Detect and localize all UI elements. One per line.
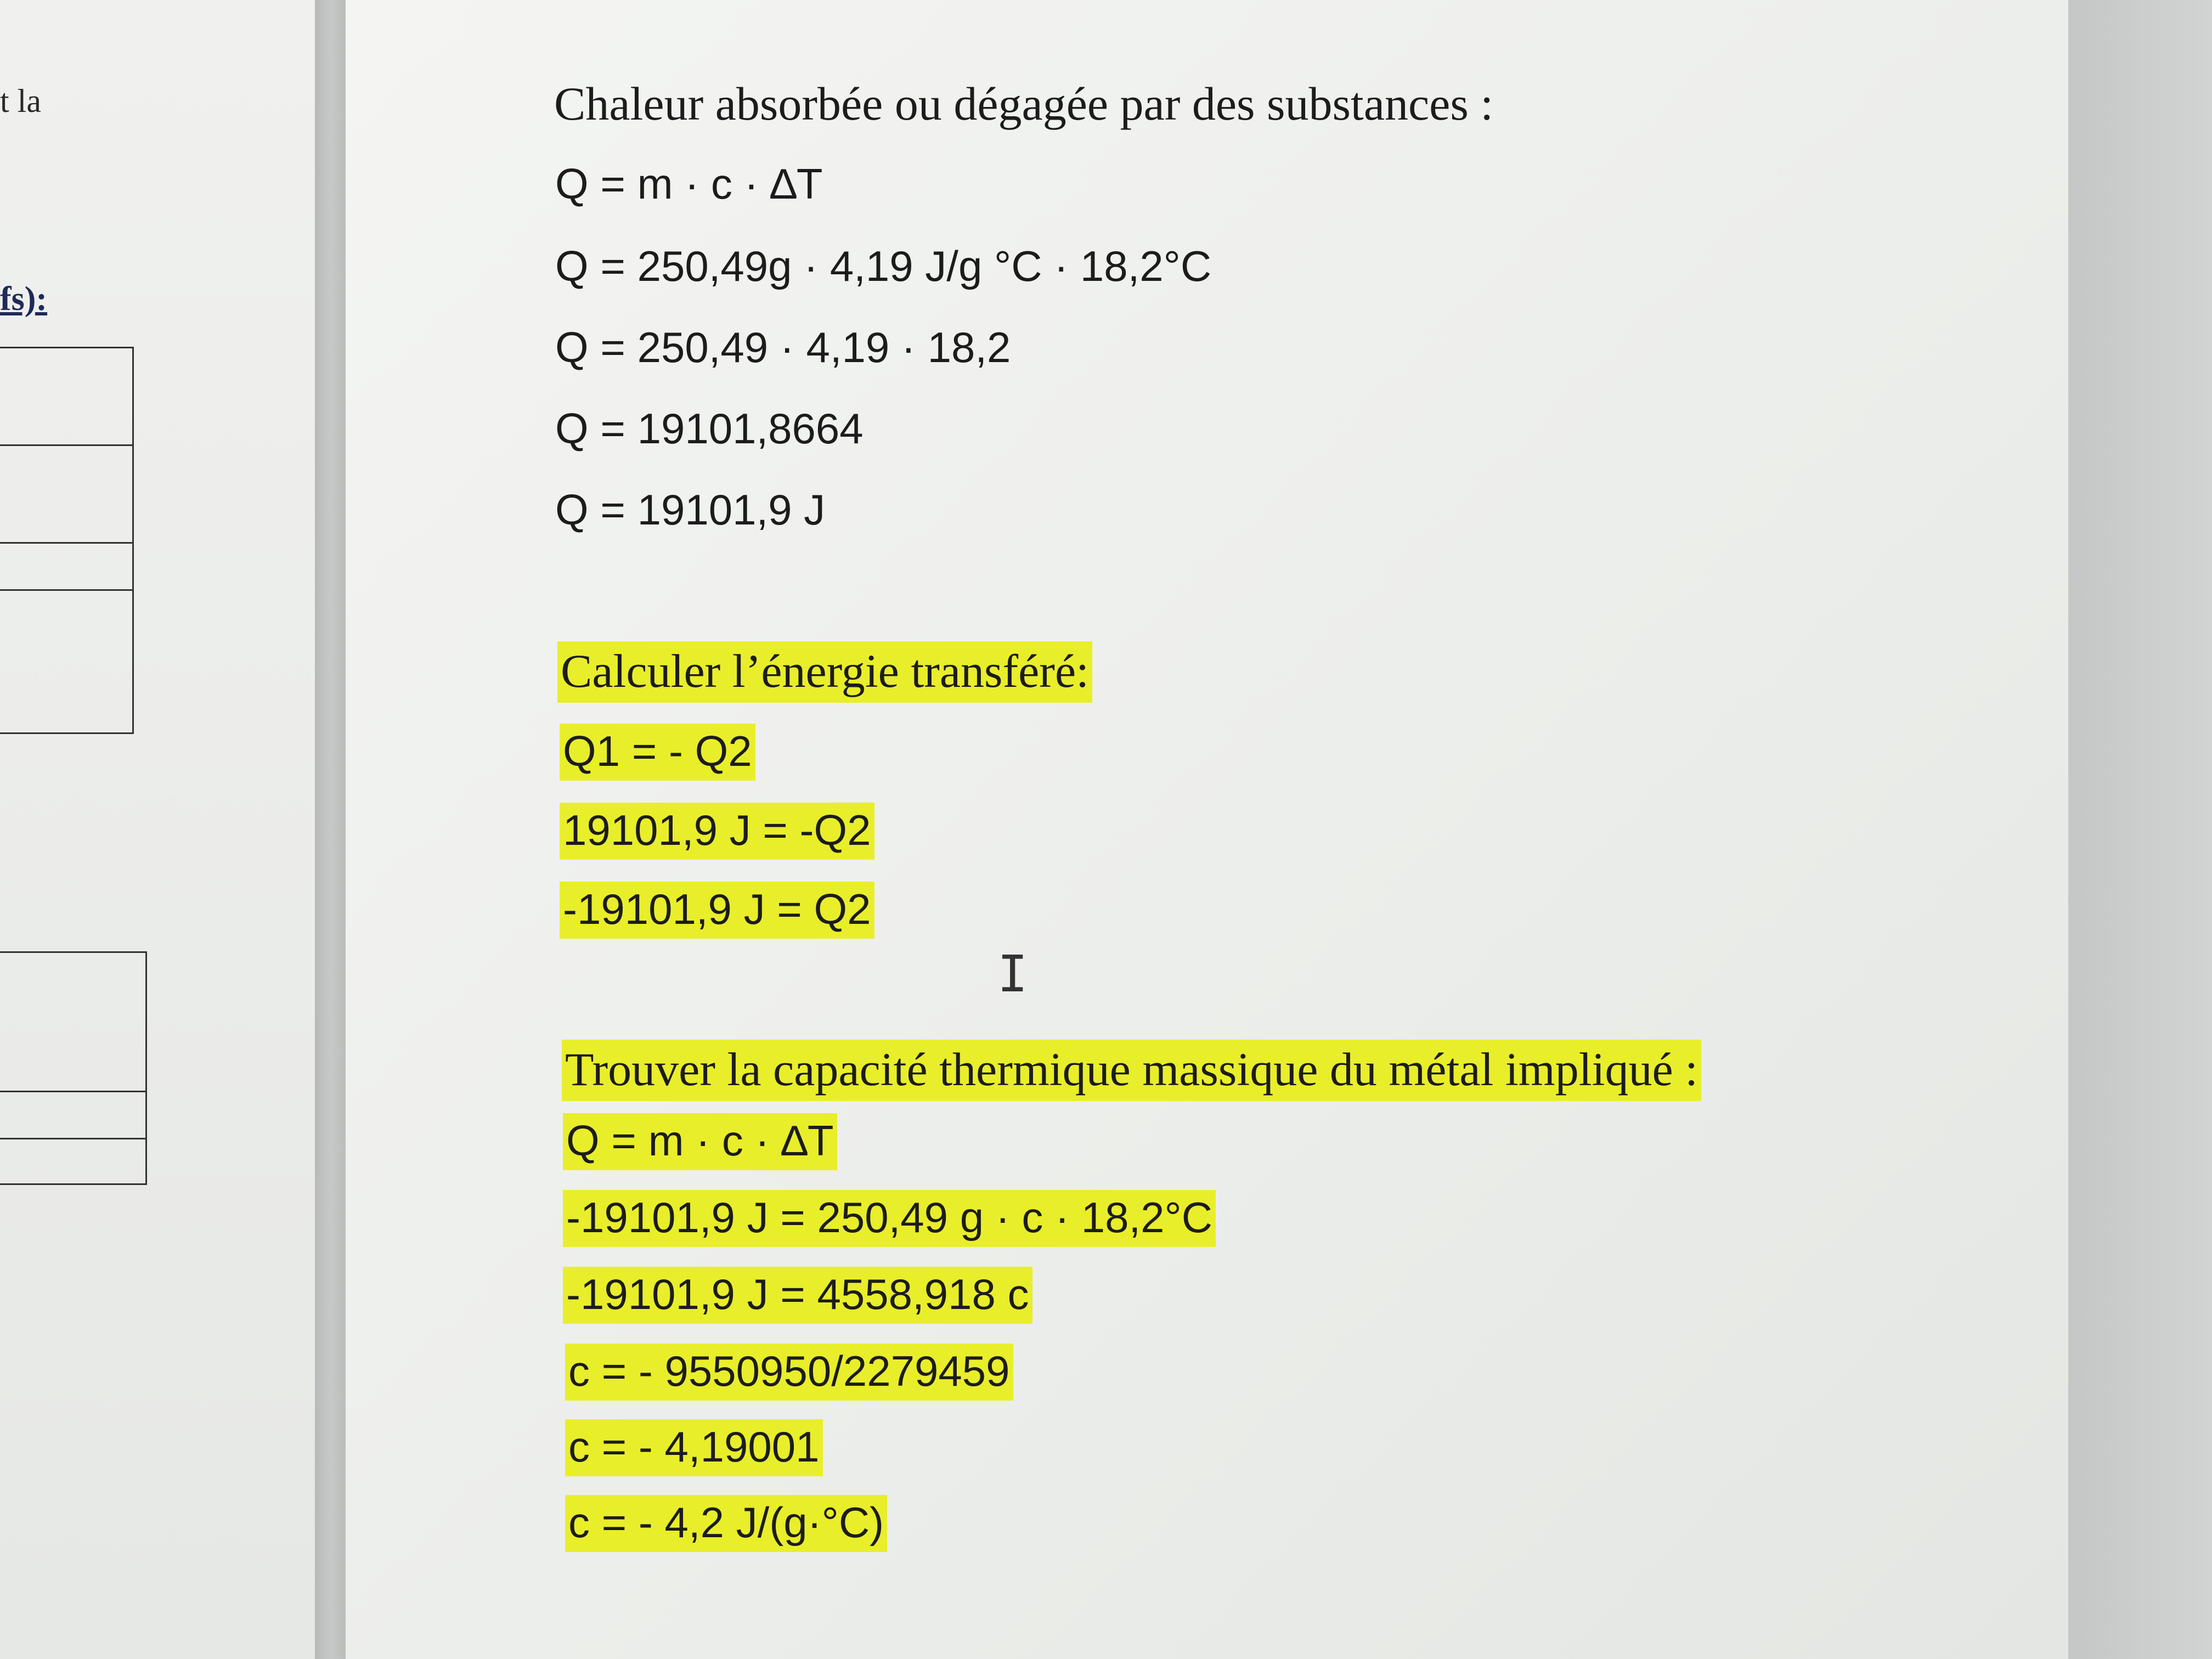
highlighted-text: Trouver la capacité thermique massique du métal impliqué : <box>562 1040 1701 1101</box>
left-heading-fragment: fs): <box>0 280 48 318</box>
left-table-top <box>0 347 134 734</box>
equation-line: Q = 250,49 · 4,19 · 18,2 <box>555 323 1011 371</box>
equation-line: Q = 250,49g · 4,19 J/g °C · 18,2°C <box>555 242 1212 290</box>
section2-heading <box>557 647 1092 695</box>
left-text-fragment: t la <box>0 83 41 119</box>
window-edge <box>2068 0 2212 1659</box>
highlighted-text: Calculer l’énergie transféré: <box>557 641 1092 703</box>
section3-heading <box>562 1043 1701 1096</box>
text-cursor-icon: I <box>997 945 1028 1003</box>
equation-line <box>563 1116 837 1165</box>
equation-line <box>565 1498 887 1547</box>
table-row <box>0 348 132 446</box>
equation-line <box>560 727 755 775</box>
equation-line <box>563 1193 1216 1242</box>
left-table-bottom <box>0 951 147 1185</box>
highlighted-text: -19101,9 J = 250,49 g · c · 18,2°C <box>563 1190 1216 1247</box>
table-row <box>0 591 132 732</box>
equation-line: Q = 19101,8664 <box>555 404 864 453</box>
highlighted-text: c = - 9550950/2279459 <box>565 1344 1013 1401</box>
previous-page <box>0 0 315 1659</box>
page-gutter <box>315 0 346 1659</box>
highlighted-text: 19101,9 J = -Q2 <box>560 803 874 860</box>
table-row <box>0 953 145 1092</box>
equation-line: Q = 19101,9 J <box>555 486 826 534</box>
section1-heading: Chaleur absorbée ou dégagée par des substances : <box>554 77 1494 130</box>
highlighted-text: -19101,9 J = Q2 <box>560 882 874 939</box>
equation-line <box>563 1270 1032 1318</box>
equation-line <box>565 1347 1013 1395</box>
equation-line <box>560 885 874 933</box>
table-row <box>0 1139 145 1183</box>
equation-line <box>560 806 874 854</box>
highlighted-text: c = - 4,2 J/(g·°C) <box>565 1495 887 1552</box>
equation-line: Q = m · c · ∆T <box>555 160 823 208</box>
highlighted-text: c = - 4,19001 <box>565 1419 823 1476</box>
table-row <box>0 544 132 591</box>
highlighted-text: -19101,9 J = 4558,918 c <box>563 1267 1032 1324</box>
table-row <box>0 446 132 544</box>
highlighted-text: Q1 = - Q2 <box>560 724 755 781</box>
table-row <box>0 1092 145 1139</box>
highlighted-text: Q = m · c · ∆T <box>563 1113 837 1170</box>
equation-line <box>565 1423 823 1471</box>
